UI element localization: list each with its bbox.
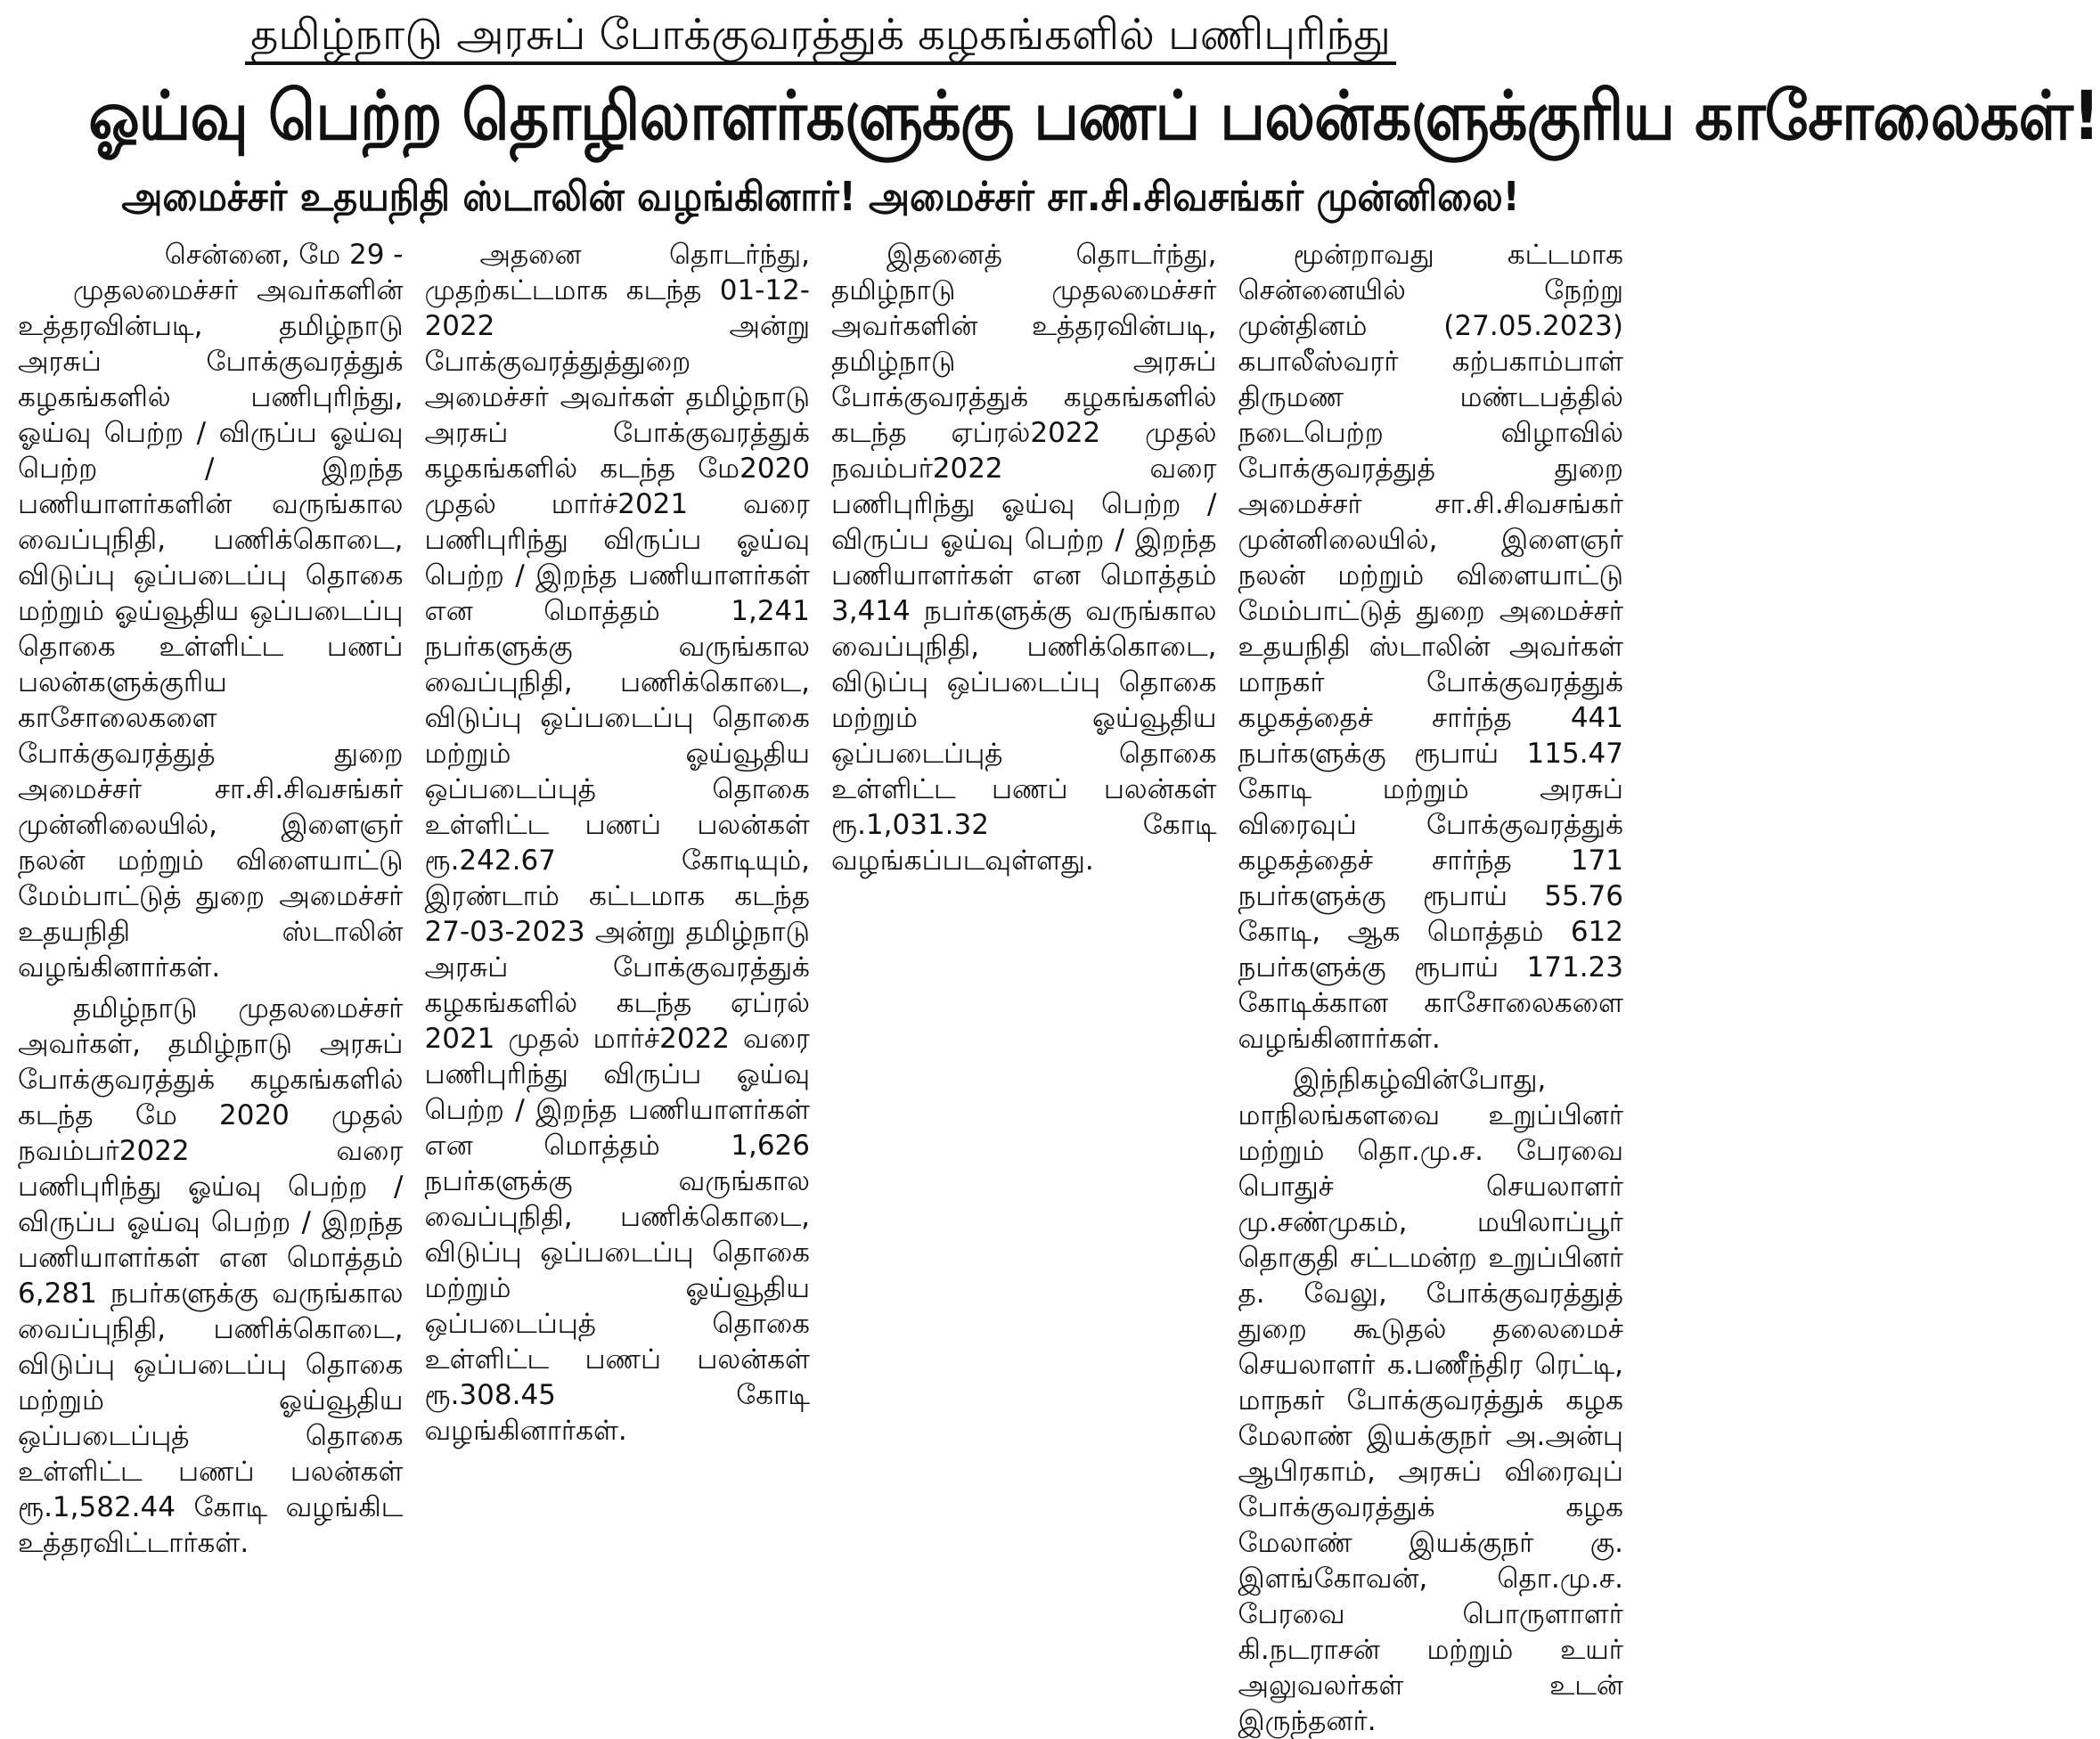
subhead: அமைச்சர் உதயநிதி ஸ்டாலின் வழங்கினார்! அமைச்சர் சா.சி.சிவசங்கர் முன்னிலை! [121, 173, 1520, 220]
paragraph-4: இதனைத் தொடர்ந்து, தமிழ்நாடு முதலமைச்சர் அவர்களின் உத்தரவின்படி, தமிழ்நாடு அரசுப் போக்குவரத்துக் கழகங்களில் கடந்த ஏப்ரல்2022 முதல் நவம்பர்2022 வரை பணிபுரிந்து ஓய்வு பெற்ற / விருப்ப ஓய்வு பெற்ற / இறந்த பணியாளர்கள் என மொத்தம் 3,414 நபர்களுக்கு வருங்கால வைப்புநிதி, பணிக்கொடை, விடுப்பு ஒப்படைப்பு தொகை மற்றும் ஓய்வூதிய ஒப்படைப்புத் தொகை உள்ளிட்ட பணப் பலன்கள் ரூ.1,031.32 கோடி வழங்கப்படவுள்ளது. [831, 239, 1217, 877]
column-1 [18, 237, 404, 1559]
dateline: சென்னை, மே 29 - [164, 239, 404, 271]
headline: ஓய்வு பெற்ற தொழிலாளர்களுக்கு பணப் பலன்களுக்குரிய காசோலைகள்! [88, 76, 2100, 155]
kicker-text: தமிழ்நாடு அரசுப் போக்குவரத்துக் கழகங்களில் பணிபுரிந்து [245, 10, 1396, 65]
paragraph-6: இந்நிகழ்வின்போது, மாநிலங்களவை உறுப்பினர் மற்றும் தொ.மு.ச. பேரவை பொதுச் செயலாளர் மு.சண்முகம், மயிலாப்பூர் தொகுதி சட்டமன்ற உறுப்பினர் த. வேலு, போக்குவரத்துத் துறை கூடுதல் தலைமைச் செயலாளர் க.பணீந்திர ரெட்டி, மாநகர் போக்குவரத்துக் கழக மேலாண் இயக்குநர் அ.அன்பு ஆபிரகாம், அரசுப் விரைவுப் போக்குவரத்துக் கழக மேலாண் இயக்குநர் கு. இளங்கோவன், தொ.மு.ச. பேரவை பொருளாளர் கி.நடராசன் மற்றும் உயர் அலுவலர்கள் உடன் இருந்தனர். [1238, 1064, 1623, 1737]
paragraph-1: முதலமைச்சர் அவர்களின் உத்தரவின்படி, தமிழ்நாடு அரசுப் போக்குவரத்துக் கழகங்களில் பணிபுரிந்து, ஓய்வு பெற்ற / விருப்ப ஓய்வு பெற்ற / இறந்த பணியாளர்களின் வருங்கால வைப்புநிதி, பணிக்கொடை, விடுப்பு ஒப்படைப்பு தொகை மற்றும் ஓய்வூதிய ஒப்படைப்பு தொகை உள்ளிட்ட பணப் பலன்களுக்குரிய காசோலைகளை போக்குவரத்துத் துறை அமைச்சர் சா.சி.சிவசங்கர் முன்னிலையில், இளைஞர் நலன் மற்றும் விளையாட்டு மேம்பாட்டுத் துறை அமைச்சர் உதயநிதி ஸ்டாலின் வழங்கினார்கள். [18, 274, 404, 984]
column-4 [1238, 237, 1624, 1737]
column-2 [425, 237, 811, 1520]
paragraph-3: அதனை தொடர்ந்து, முதற்கட்டமாக கடந்த 01-12-2022 அன்று போக்குவரத்துத்துறை அமைச்சர் அவர்கள் தமிழ்நாடு அரசுப் போக்குவரத்துக் கழகங்களில் கடந்த மே2020 முதல் மார்ச்2021 வரை பணிபுரிந்து விருப்ப ஓய்வு பெற்ற / இறந்த பணியாளர்கள் என மொத்தம் 1,241 நபர்களுக்கு வருங்கால வைப்புநிதி, பணிக்கொடை, விடுப்பு ஒப்படைப்பு தொகை மற்றும் ஓய்வூதிய ஒப்படைப்புத் தொகை உள்ளிட்ட பணப் பலன்கள் ரூ.242.67 கோடியும், இரண்டாம் கட்டமாக கடந்த 27-03-2023 அன்று தமிழ்நாடு அரசுப் போக்குவரத்துக் கழகங்களில் கடந்த ஏப்ரல் 2021 முதல் மார்ச்2022 வரை பணிபுரிந்து விருப்ப ஓய்வு பெற்ற / இறந்த பணியாளர்கள் என மொத்தம் 1,626 நபர்களுக்கு வருங்கால வைப்புநிதி, பணிக்கொடை, விடுப்பு ஒப்படைப்பு தொகை மற்றும் ஓய்வூதிய ஒப்படைப்புத் தொகை உள்ளிட்ட பணப் பலன்கள் ரூ.308.45 கோடி வழங்கினார்கள். [424, 239, 810, 1447]
article-columns [7, 237, 1634, 1737]
paragraph-5: மூன்றாவது கட்டமாக சென்னையில் நேற்று முன்தினம் (27.05.2023) கபாலீஸ்வரர் கற்பகாம்பாள் திருமண மண்டபத்தில் நடைபெற்ற விழாவில் போக்குவரத்துத் துறை அமைச்சர் சா.சி.சிவசங்கர் முன்னிலையில், இளைஞர் நலன் மற்றும் விளையாட்டு மேம்பாட்டுத் துறை அமைச்சர் உதயநிதி ஸ்டாலின் அவர்கள் மாநகர் போக்குவரத்துக் கழகத்தைச் சார்ந்த 441 நபர்களுக்கு ரூபாய் 115.47 கோடி மற்றும் அரசுப் விரைவுப் போக்குவரத்துக் கழகத்தைச் சார்ந்த 171 நபர்களுக்கு ரூபாய் 55.76 கோடி, ஆக மொத்தம் 612 நபர்களுக்கு ரூபாய் 171.23 கோடிக்கான காசோலைகளை வழங்கினார்கள். [1238, 239, 1623, 1055]
kicker-line [7, 7, 1634, 62]
column-3 [831, 237, 1217, 1520]
paragraph-2a: தமிழ்நாடு முதலமைச்சர் அவர்கள், தமிழ்நாடு அரசுப் போக்குவரத்துக் கழகங்களில் கடந்த மே 2020 முதல் நவம்பர்2022 வரை பணிபுரிந்து ஓய்வு பெற்ற / விருப்ப ஓய்வு பெற்ற / இறந்த பணியாளர்கள் என மொத்தம் 6,281 நபர்களுக்கு வருங்கால வைப்புநிதி, பணிக்கொடை, விடுப்பு ஒப்படைப்பு தொகை மற்றும் ஓய்வூதிய ஒப்படைப்புத் தொகை உள்ளிட்ட பணப் பலன்கள் ரூ.1,582.44 கோடி வழங்கிட உத்தரவிட்டார்கள். [18, 992, 404, 1559]
